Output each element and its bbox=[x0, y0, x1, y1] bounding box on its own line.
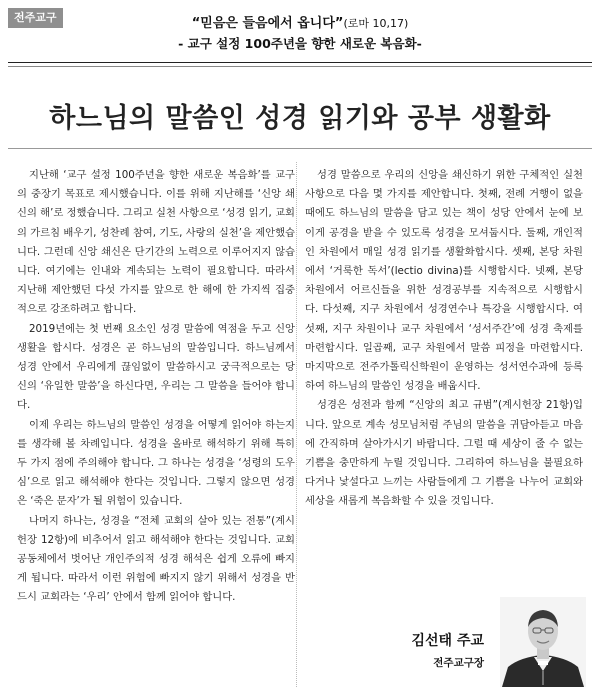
author-name: 김선태 주교 bbox=[411, 633, 484, 649]
top-rule-thin bbox=[8, 66, 592, 67]
article-paragraph: 2019년에는 첫 번째 요소인 성경 말씀에 역점을 두고 신앙생활을 합시다. 성경은 곧 하느님의 말씀입니다. 하느님께서 성경 안에서 우리에게 끊임없이 말씀하시고 궁극적으로는 당신의 ‘유일한 말씀’을 하신다면, 우리는 그 말씀을 들어야 합니다. bbox=[17, 322, 295, 412]
quote-subtitle: - 교구 설정 100주년을 향한 새로운 복음화- bbox=[178, 36, 422, 51]
article-paragraph: 성경은 성전과 함께 “신앙의 최고 규범”(계시헌장 21항)입니다. 앞으로 계속 성모님처럼 주님의 말씀을 귀담아듣고 마음에 간직하며 살아가시기 바랍니다. 그럴 때 세상이 줄 수 없는 기쁨을 충만하게 누릴 것입니다. 그리하여 하느님을 불필요하다거나 낯설다고 느끼는 사람들에게 그 기쁨을 나누어 교회와 세상을 새롭게 복음화할 수 있을 것입니다. bbox=[305, 399, 583, 508]
column-divider bbox=[296, 162, 297, 687]
author-portrait bbox=[500, 597, 586, 687]
quote-text: “믿음은 들음에서 옵니다” bbox=[191, 16, 344, 31]
article-paragraph: 이제 우리는 하느님의 말씀인 성경을 어떻게 읽어야 하는지를 생각해 볼 차례입니다. 성경을 올바로 해석하기 위해 특히 두 가지 점에 주의해야 합니다. 그 하나는 성경을 ‘성령의 도우심’으로 읽고 해석해야 한다는 것입니다. 그렇지 않으면 성경은 ‘죽은 문자’가 될 위험이 있습니다. bbox=[17, 418, 295, 508]
quote-reference: (로마 10,17) bbox=[343, 17, 409, 30]
scripture-quote bbox=[0, 12, 600, 31]
article-column-left bbox=[17, 166, 295, 608]
article-paragraph: 나머지 하나는, 성경을 “전체 교회의 살아 있는 전통”(계시헌장 12항)에 비추어서 읽고 해석해야 한다는 것입니다. 교회 공동체에서 벗어난 개인주의적 성경 해석은 쉽게 오류에 빠지게 됩니다. 따라서 이런 위험에 빠지지 않기 위해서 성경을 반드시 교회라는 ‘우리’ 안에서 함께 읽어야 합니다. bbox=[17, 514, 295, 604]
headline-rule bbox=[8, 148, 592, 149]
article-paragraph: 지난해 ‘교구 설정 100주년을 향한 새로운 복음화’를 교구의 중장기 목표로 제시했습니다. 이를 위해 지난해를 ‘신앙 쇄신의 해’로 정했습니다. 그리고 실천 사항으로 ‘성경 읽기, 교회의 가르침 배우기, 성찬례 참여, 기도, 사랑의 실천’을 제안했습니다. 그런데 신앙 쇄신은 단기간의 노력으로 이루어지지 않습니다. 여기에는 인내와 계속되는 노력이 필요합니다. 따라서 지난해 제안했던 다섯 가지를 앞으로 한 해에 한 가지씩 집중적으로 강조하려고 합니다. bbox=[17, 169, 295, 316]
author-title: 전주교구장 bbox=[433, 657, 484, 669]
article-paragraph: 성경 말씀으로 우리의 신앙을 쇄신하기 위한 구체적인 실천 사항으로 다음 몇 가지를 제안합니다. 첫째, 전례 거행이 없을 때에도 하느님의 말씀을 담고 있는 책이 성당 안에서 눈에 보이게 공경을 받을 수 있도록 성경을 모셔둡시다. 둘째, 개인적인 차원에서 매일 성경 읽기를 생활화합시다. 셋째, 본당 차원에서 ‘거룩한 독서’(lectio divina)를 시행합시다. 넷째, 본당 차원에서 어르신들을 위한 성경공부를 지속적으로 시행합시다. 다섯째, 지구 차원에서 성경연수나 특강을 시행합시다. 여섯째, 지구 차원이나 교구 차원에서 ‘성서주간’에 성경 축제를 마련합시다. 일곱째, 교구 차원에서 말씀 피정을 마련합시다. 마지막으로 전주가톨릭신학원이 운영하는 성서연수과에 등록하여 하느님의 말씀인 성경을 배웁시다. bbox=[305, 169, 583, 393]
section-tag: 전주교구 bbox=[8, 8, 63, 28]
top-rule bbox=[8, 62, 592, 63]
article-column-right bbox=[305, 166, 583, 512]
headline: 하느님의 말씀인 성경 읽기와 공부 생활화 bbox=[49, 103, 551, 134]
